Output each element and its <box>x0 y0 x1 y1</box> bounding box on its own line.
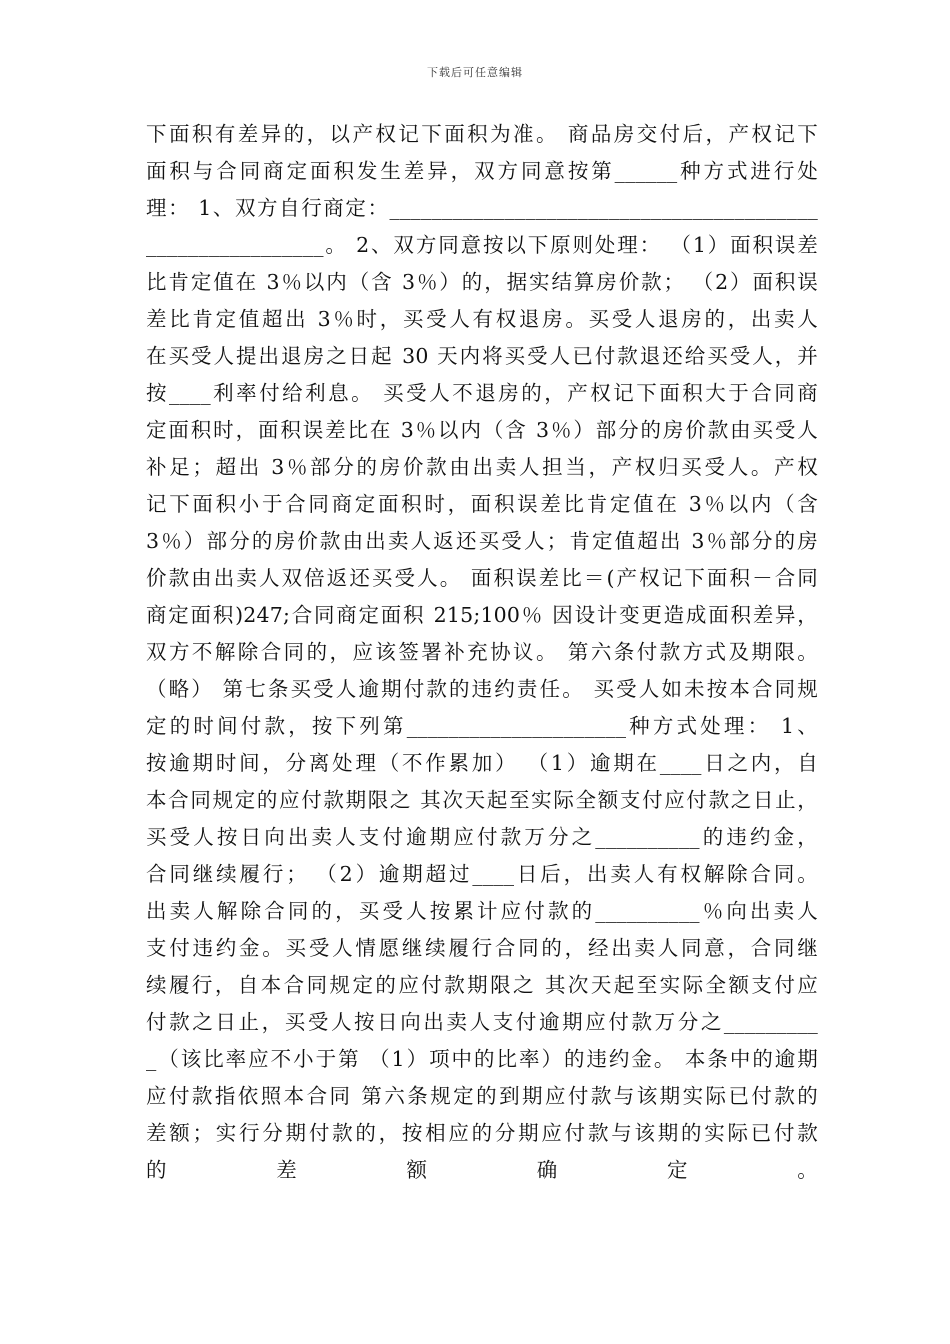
text-line: 出卖人解除合同的，买受人按累计应付款的__________％向出卖人 <box>146 899 818 923</box>
text-line: 的 差 额 确 定 。 <box>146 1158 818 1182</box>
text-line: 补足；超出 3％部分的房价款由出卖人担当，产权归买受人。产权 <box>146 455 818 479</box>
text-line: 面积与合同商定面积发生差异，双方同意按第______种方式进行处 <box>146 159 818 183</box>
document-body <box>146 116 818 1189</box>
text-line: 定的时间付款，按下列第_____________________种方式处理： 1、 <box>146 714 818 738</box>
text-line: 续履行，自本合同规定的应付款期限之 其次天起至实际全额支付应 <box>146 973 818 997</box>
text-line: 支付违约金。买受人情愿继续履行合同的，经出卖人同意，合同继 <box>146 936 818 960</box>
text-line: 理： 1、双方自行商定：_________________________________________ <box>146 196 818 220</box>
text-line: 按____利率付给利息。 买受人不退房的，产权记下面积大于合同商 <box>146 381 818 405</box>
text-line: 应付款指依照本合同 第六条规定的到期应付款与该期实际已付款的 <box>146 1084 818 1108</box>
text-line: _________________。 2、双方同意按以下原则处理： （1）面积误差 <box>146 233 818 257</box>
text-line: （略） 第七条买受人逾期付款的违约责任。 买受人如未按本合同规 <box>146 677 818 701</box>
text-line: 本合同规定的应付款期限之 其次天起至实际全额支付应付款之日止， <box>146 788 818 812</box>
text-line: 价款由出卖人双倍返还买受人。 面积误差比＝(产权记下面积－合同 <box>146 566 818 590</box>
text-line: 3％）部分的房价款由出卖人返还买受人；肯定值超出 3％部分的房 <box>146 529 818 553</box>
text-line: 在买受人提出退房之日起 30 天内将买受人已付款退还给买受人，并 <box>146 344 818 368</box>
text-line: 下面积有差异的，以产权记下面积为准。 商品房交付后，产权记下 <box>146 122 818 146</box>
text-line: 记下面积小于合同商定面积时，面积误差比肯定值在 3％以内（含 <box>146 492 818 516</box>
text-line: 差额；实行分期付款的，按相应的分期应付款与该期的实际已付款 <box>146 1121 818 1145</box>
text-line: 双方不解除合同的，应该签署补充协议。 第六条付款方式及期限。 <box>146 640 818 664</box>
text-line: 买受人按日向出卖人支付逾期应付款万分之__________的违约金， <box>146 825 818 849</box>
text-line: 比肯定值在 3％以内（含 3％）的，据实结算房价款； （2）面积误 <box>146 270 818 294</box>
page-header: 下载后可任意编辑 <box>427 66 523 79</box>
text-line: 定面积时，面积误差比在 3％以内（含 3％）部分的房价款由买受人 <box>146 418 818 442</box>
text-line: 付款之日止，买受人按日向出卖人支付逾期应付款万分之_________ <box>146 1010 818 1034</box>
text-line: 商定面积)247;合同商定面积 215;100％ 因设计变更造成面积差异， <box>146 603 818 627</box>
text-line: 合同继续履行； （2）逾期超过____日后，出卖人有权解除合同。 <box>146 862 818 886</box>
text-line: 按逾期时间，分离处理（不作累加） （1）逾期在____日之内，自 <box>146 751 818 775</box>
text-line: 差比肯定值超出 3％时，买受人有权退房。买受人退房的，出卖人 <box>146 307 818 331</box>
text-line: _（该比率应不小于第 （1）项中的比率）的违约金。 本条中的逾期 <box>146 1047 818 1071</box>
